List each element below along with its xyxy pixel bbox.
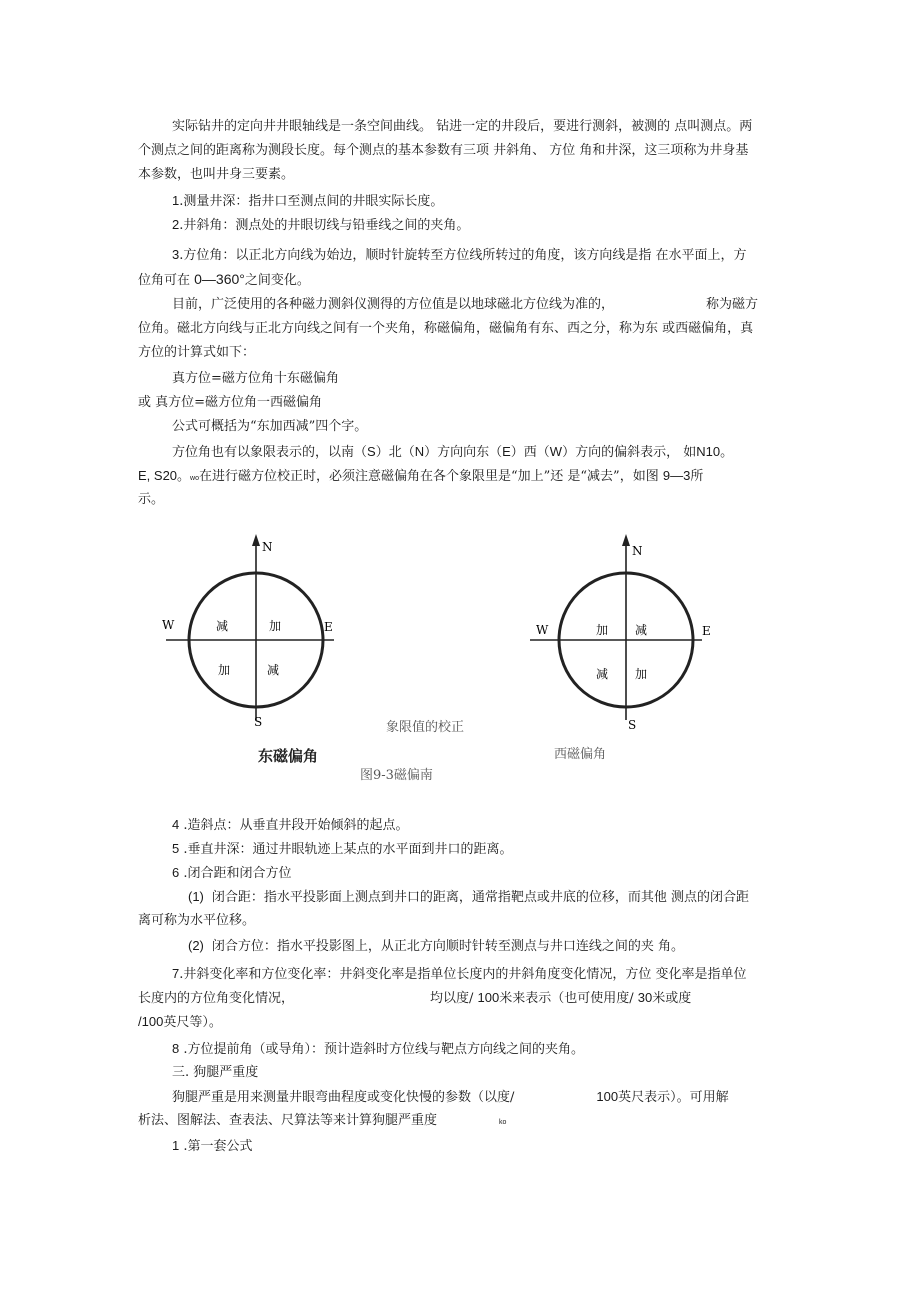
item-2-number: 2	[172, 217, 180, 232]
item-1-number: 1	[172, 193, 180, 208]
p4-l2b: ko	[499, 1119, 507, 1126]
para-2-line-1	[172, 296, 758, 314]
item-4	[172, 816, 409, 835]
right-label-e: E	[702, 624, 711, 638]
figure-caption: 图9-3磁偏南	[360, 768, 433, 783]
item-6-text: .闭合距和闭合方位	[179, 866, 292, 881]
item-3-line-2	[138, 270, 310, 290]
para-1-line-2: 个测点之间的距离称为测段长度。每个测点的基本参数有三项 井斜角、 方位 角和井深，这三项称为井身基	[138, 143, 749, 158]
p3-l1f: E	[502, 444, 511, 459]
para-2-l1b: 称为磁方	[706, 297, 759, 312]
right-quadrant-ne: 减	[635, 623, 648, 637]
item-last	[172, 1137, 253, 1156]
item-7-l3a: /100	[138, 1014, 164, 1029]
p3-l2a: E, S20。	[138, 468, 191, 483]
right-label-w: W	[536, 623, 549, 637]
sub-1-line-2: 离可称为水平位移。	[138, 913, 256, 928]
item-4-number: 4	[172, 817, 180, 832]
p3-l1g: ）西（	[510, 445, 550, 460]
figure-9-3	[150, 530, 790, 740]
right-quadrant-se: 加	[635, 667, 648, 681]
item-3-text: .方位角：以正北方向线为始边，顺时针旋转至方位线所转过的角度，该方向线是指 在水平面上，方	[179, 248, 747, 263]
para-3-line-2	[138, 467, 703, 488]
item-8-text: .方位提前角（或导角）：预计造斜时方位线与靶点方向线之间的夹角。	[179, 1042, 584, 1057]
item-7-l2d: 米来表示（也可使用度/	[499, 991, 638, 1006]
right-label-n: N	[632, 544, 643, 558]
sub-1-line-1	[188, 888, 749, 907]
left-quadrant-sw: 加	[218, 663, 231, 677]
sub-1-text: 闭合距：指水平投影面上测点到井口的距离，通常指靶点或井底的位移，而其他 测点的闭合距	[211, 890, 750, 905]
item-1	[172, 192, 443, 211]
item-8	[172, 1040, 584, 1059]
left-label-w: W	[162, 618, 175, 632]
item-7-l3b: 英尺等）。	[163, 1015, 222, 1030]
item-3-number: 3	[172, 247, 180, 262]
p3-l2b: wo	[190, 475, 199, 482]
item-3-l2a: 位角可在	[138, 273, 195, 288]
p3-l2e: 所	[690, 469, 704, 484]
para-4-line-2	[138, 1112, 506, 1132]
item-2	[172, 216, 469, 235]
item-7-l2c: 100	[477, 990, 500, 1005]
item-7-line-1	[172, 965, 747, 984]
left-label-n: N	[262, 540, 273, 554]
left-label-e: E	[324, 620, 333, 634]
left-north-arrow-icon	[252, 534, 260, 546]
item-5-text: .垂直井深：通过井眼轨迹上某点的水平面到井口的距离。	[179, 842, 513, 857]
item-last-number: 1	[172, 1138, 180, 1153]
item-8-number: 8	[172, 1041, 180, 1056]
right-quadrant-nw: 加	[596, 623, 609, 637]
p3-l1a: 方位角也有以象限表示的，以南（	[172, 445, 368, 460]
p3-l1h: W	[549, 444, 563, 459]
sub-2-label: (2)	[188, 938, 204, 953]
item-last-text: .第一套公式	[179, 1139, 253, 1154]
sub-2-text: 闭合方位：指水平投影图上，从正北方向顺时针转至测点与井口连线之间的夹 角。	[211, 939, 685, 954]
figure-west-caption: 西磁偏角	[554, 747, 607, 762]
para-3-line-3: 示。	[138, 492, 165, 507]
item-4-text: .造斜点：从垂直井段开始倾斜的起点。	[179, 818, 409, 833]
p3-l1j: N10。	[696, 444, 734, 459]
left-quadrant-nw: 减	[216, 619, 229, 633]
p3-l1d: N	[414, 444, 425, 459]
right-label-s: S	[628, 718, 637, 732]
figure-east-caption: 东磁偏角	[258, 747, 319, 765]
item-5	[172, 840, 513, 859]
p3-l2c: 在进行磁方位校正时，必须注意磁偏角在各个象限里是“加上”还 是“减去”，如图	[198, 469, 663, 484]
item-3-range: 0—360°	[194, 271, 245, 287]
para-1-line-1: 实际钻井的定向井井眼轴线是一条空间曲线。 钻进一定的井段后，要进行测斜，被测的 点叫测点。两	[172, 119, 753, 134]
item-3-line-1	[172, 246, 747, 265]
item-7-line-2	[138, 989, 691, 1008]
p3-l2d: 9—3	[662, 468, 691, 483]
item-7-l2a: 长度内的方位角变化情况，	[138, 991, 295, 1006]
left-quadrant-se: 减	[267, 663, 280, 677]
left-quadrant-ne: 加	[269, 619, 282, 633]
p3-l1c: ）北（	[375, 445, 415, 460]
para-3-line-1	[172, 443, 733, 462]
item-7-line-3	[138, 1013, 222, 1032]
item-3-l2c: 之间变化。	[244, 273, 310, 288]
p3-l1e: ）方向向东（	[424, 445, 503, 460]
para-1-line-3: 本参数，也叫井身三要素。	[138, 167, 295, 182]
right-quadrant-sw: 减	[596, 667, 609, 681]
para-2-line-2: 位角。磁北方向线与正北方向线之间有一个夹角，称磁偏角，磁偏角有东、西之分，称为东 或西磁偏角，真	[138, 321, 754, 336]
para-2-l1a: 目前，广泛使用的各种磁力测斜仪测得的方位值是以地球磁北方位线为准的，	[172, 297, 615, 312]
p3-l1b: S	[367, 444, 376, 459]
left-label-s: S	[254, 715, 263, 729]
item-7-text: .井斜变化率和方位变化率：井斜变化率是指单位长度内的井斜角度变化情况，方位 变化率是指单位	[179, 967, 747, 982]
formula-east: 真方位=磁方位角十东磁偏角	[172, 371, 339, 386]
para-4-line-1	[172, 1088, 729, 1107]
item-6	[172, 864, 292, 883]
section-3-heading: 三. 狗腿严重度	[172, 1065, 259, 1080]
item-2-text: .井斜角：测点处的井眼切线与铅垂线之间的夹角。	[179, 218, 470, 233]
right-north-arrow-icon	[622, 534, 630, 546]
p4-l1b: 100	[596, 1089, 619, 1104]
para-2-line-3: 方位的计算式如下：	[138, 345, 256, 360]
p3-l1i: ）方向的偏斜表示， 如	[562, 445, 697, 460]
item-7-l2f: 米或度	[652, 991, 692, 1006]
west-declination-diagram	[530, 534, 711, 732]
item-7-l2e: 30	[637, 990, 653, 1005]
item-1-text: .测量井深：指井口至测点间的井眼实际长度。	[179, 194, 444, 209]
formula-west: 或 真方位=磁方位角一西磁偏角	[138, 395, 323, 410]
item-6-number: 6	[172, 865, 180, 880]
formula-summary: 公式可概括为“东加西减”四个字。	[172, 419, 368, 434]
p4-l2: 析法、图解法、查表法、尺算法等来计算狗腿严重度	[138, 1113, 438, 1128]
east-declination-diagram	[162, 534, 334, 729]
item-5-number: 5	[172, 841, 180, 856]
figure-mid-label: 象限值的校正	[386, 720, 465, 735]
sub-2	[188, 937, 684, 956]
item-7-number: 7	[172, 966, 180, 981]
item-7-l2b: 均以度/	[430, 991, 478, 1006]
sub-1-label: (1)	[188, 889, 204, 904]
p4-l1c: 英尺表示）。可用解	[618, 1090, 729, 1105]
p4-l1a: 狗腿严重是用来测量井眼弯曲程度或变化快慢的参数（以度/	[172, 1090, 515, 1105]
